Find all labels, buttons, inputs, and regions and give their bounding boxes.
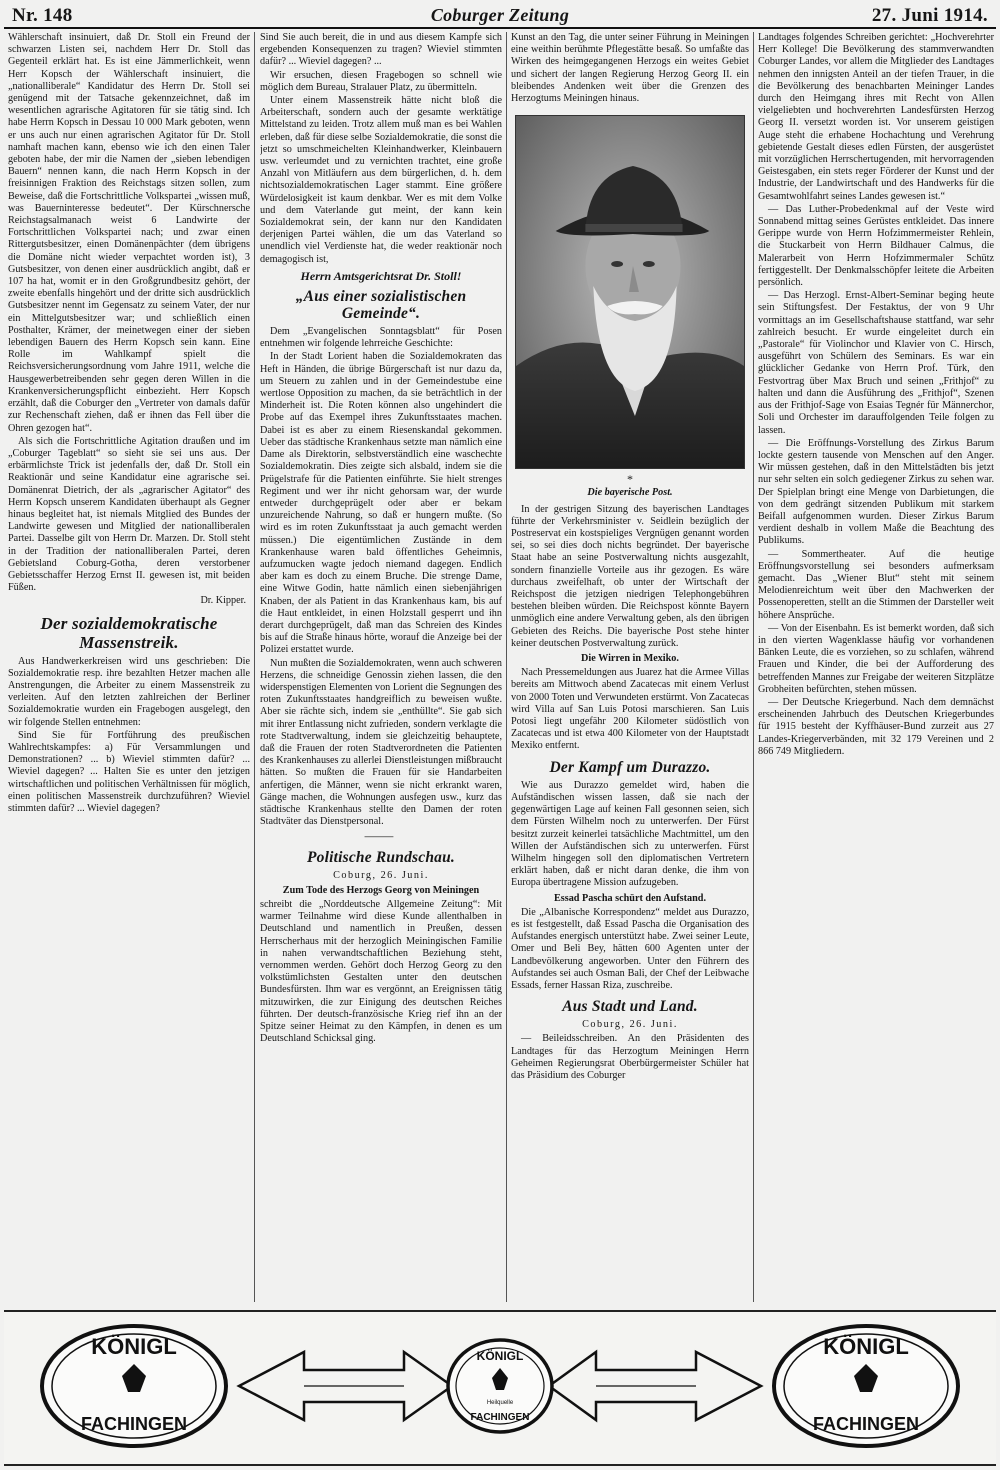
headline-durazzo: Der Kampf um Durazzo.: [549, 758, 711, 776]
ad-brand-line2: FACHINGEN: [470, 1412, 530, 1423]
article-paragraph: — Das Herzogl. Ernst-Albert-Seminar beging heute sein Stiftungsfest. Der Festaktus, der von 9 Uhr vormittags an im Gesellschaftshause stattfand, war sehr zahlreich besucht. Er wurde eingeleitet durch ein „Pastorale“ für Violinchor und Klavier von C. Hirsch, ausgeführt von Schülern des Seminars. Es war ein glücklicher Gedanke von Herrn Prof. Türk, den Festvortrag über Max Bruch und seinen „Frithjof“ zu halten und dann die Ausführung des „Frithjof“, Szenen aus der Frithjof-Sage von Esaias Tegnér für Männerchor, Soli und Orchester im darauffolgenden Teile folgen zu lassen.: [758, 290, 994, 436]
column-rule: [506, 32, 507, 1302]
article-paragraph: — Das Luther-Probedenkmal auf der Veste wird Sonnabend mittag seines Gerüstes entkleidet. Das innere Gerippe wurde von Herrn Hofzimmermeister Rehlein, die Stuckarbeit von Herrn Bildhauer Calmus, die Malerarbeit von Herrn Hofzimmermaler Schütz fertiggestellt. Der Denkmalsschöpfer leitete die Arbeiten persönlich.: [758, 203, 994, 289]
headline-sozialistische-gemeinde: „Aus einer sozialistischen Gemeinde“.: [295, 288, 467, 323]
column-rule: [753, 32, 754, 1302]
article-paragraph: In der gestrigen Sitzung des bayerischen Landtages führte der Verkehrsminister v. Seidlein bezüglich der Postreservat ein kostspieliges Vergnügen genannt worden sei, so sei dies doch nichts begründet. Der bayerische Staat habe an seine Postverwaltung nichts ausgezahlt, sondern finanzielle Vorteile aus ihr gezogen. Es wäre durchaus zweifelhaft, ob unter der Wirtschaft der Reichspost die jetzigen niedrigen Telephongebühren bestehen bleiben würden. Die Reichspost könnte Bayern unmöglich eine andere Verwaltung geben, als den übrigen Gebieten des Reichs. Die bayerische Post stehe hinter keiner deutschen Postverwaltung zurück.: [511, 503, 749, 649]
dateline: Coburg, 26. Juni.: [333, 869, 429, 881]
article-paragraph: Kunst an den Tag, die unter seiner Führung in Meiningen eine weithin berühmte Pflegestätte besaß. So umfaßte das Wirken des heimgegangenen Herzogs ein weites Gebiet und sichert der langen Regierung Herzog Georg II. ein bleibendes Andenken weit über die Grenzen des Herzogtums Meiningen hinaus.: [511, 32, 749, 105]
newspaper-title: Coburger Zeitung: [430, 5, 570, 25]
fachingen-seal-icon: [448, 1340, 552, 1432]
column-2: [260, 32, 502, 1304]
column-4: [758, 32, 994, 1304]
ad-brand-line1: KÖNIGL: [476, 1349, 524, 1363]
article-paragraph: — Von der Eisenbahn. Es ist bemerkt worden, daß sich in den vierten Wagenklasse häufig vor vorhandenen Bänken Leute, die es vorziehen, so zu schlafen, während Frauen und Kinder, die bei der Aufforderung des betreffenden Mannes zur Freigabe der weiteren Sitzplätze Grobheiten befürchten, stehen müssen.: [758, 622, 994, 695]
article-paragraph: Landtages folgendes Schreiben gerichtet: „Hochverehrter Herr Kollege! Die Bevölkerung des stammverwandten Coburger Landes, vor allem die Mitglieder des Landtages nehmen den innigsten Anteil an der tiefen Trauer, in die die Bevölkerung des benachbarten Meininger Landes durch den Heimgang ihres mit Recht von Allen vielgeliebten und hochverehrten Landesfürsten Herzog Georg II. versetzt worden ist. Vor unserem geistigen Auge steht die erhabene Hochachtung und Verehrung gebietende Gestalt dieses edlen Fürsten, der ausgerüstet mit vorzüglichen Herrschertugenden, mit hervorragenden Geistesgaben, ein stets reger Förderer der Kunst und der Industrie, der Landwirtschaft und des Handwerks für die Gesamtwohlfahrt seines Landes gewesen ist.“: [758, 32, 994, 202]
headline-massenstreik: Der sozialdemokratische Massenstreik.: [40, 613, 218, 652]
article-paragraph: — Die Eröffnungs-Vorstellung des Zirkus Barum lockte gestern tausende von Menschen auf den Anger. Wir müssen gestehen, daß in den Mittelstädten bis jetzt nur sehr selten ein solch gediegener Zirkus zu sehen war. Der Spielplan bringt eine Menge von Darbietungen, die von dem gedrängt sitzenden Publikum mit starkem Beifall aufgenommen wurden. Dieser Zirkus Barum verdient deshalb in vollem Maße die Beachtung des Publikums.: [758, 437, 994, 547]
article-paragraph: Unter einem Massenstreik hätte nicht bloß die Arbeiterschaft, sondern auch der gesamte werktätige Mittelstand zu leiden. Trotz allem muß man es bei Wahlen erleben, daß für diese selbe Sozialdemokratie, die sonst die jetzt so umschmeichelten Kleinhandwerker, Kleinbauern usw. verleumdet und zu vernichten trachtet, eine große Anzahl von Mitläufern aus dem bürgerlichen, d. h. dem nichtsozialdemokratischen Lager stammt. Eine größere Würdelosigkeit ist kaum denkbar. Wer es mit dem Volke und dem Vaterlande gut meint, der kann kein Sozialdemokrat sein, der kann nur den Kandidaten derjenigen Partei wählen, die um das Vaterland so unendlich viel Verdienste hat, die weder reaktionär noch demagogisch ist,: [260, 95, 502, 265]
fachingen-seal-icon: [774, 1326, 958, 1446]
subheading: Essad Pascha schürt den Aufstand.: [553, 892, 706, 904]
article-paragraph: — Beileidsschreiben. An den Präsidenten des Landtages für das Herzogtum Meiningen Herrn Geheimen Regierungsrat Oberbürgermeister Schüler hat das Präsidium des Coburger: [511, 1033, 749, 1081]
article-paragraph: In der Stadt Lorient haben die Sozialdemokraten das Heft in Händen, die übrige Bürgerschaft ist nur dazu da, um Steuern zu zahlen und in der Gemeindestube eine wertlose Opposition zu machen, da sie beträchtlich in der Minderheit ist. Die Roten können also ungehindert die Probe auf das Exempel ihres Zukunftsstaates machen. Dabei ist es aber zu einem Riesenskandal gekommen. Ueber das städtische Krankenhaus setzte man nämlich eine Dame als Direktorin, selbstverständlich eine waschechte Sozialdemokratin. Dies zeigte sich alsbald, indem sie die Prügelstrafe für die Patienten einführte. Sie hielt strenges Regiment und wer ihr nicht gehorsam war, der wurde entweder durchgeprügelt oder aber er bekam unzureichende Nahrung, so daß er hungern mußte. (So wird es im roten Zukunftsstaat ja auch gemacht werden müssen.) Die eigentümlichen Zustände in dem Krankenhause waren bald öffentliches Geheimnis, aufzumucken wagte jedoch niemand dagegen. Endlich aber kam es doch zu einem Bruche. Die strenge Dame, eine Witwe Godin, hatte nämlich einen siebenjährigen Knaben, der als Patient in das Krankenhaus kam, bis auf die Haut entkleidet, in einen Holzstall gesperrt und ihn derart durchgeprügelt, daß man das Schreien des Kindes bis auf die Straße hinaus hörte, worauf die Anzeige bei der Polizei erstattet wurde.: [260, 351, 502, 656]
author-signature: Dr. Kipper.: [200, 595, 246, 607]
column-1: [8, 32, 250, 1304]
dateline: Coburg, 26. Juni.: [582, 1019, 678, 1031]
advertisement-artwork: [4, 1312, 996, 1460]
article-paragraph: Sind Sie für Fortführung des preußischen Wahlrechtskampfes: a) Für Versammlungen und Demonstrationen? ... b) Wieviel stimmten dafür? ... Wieviel dagegen? ... Halten Sie es unter den jetzigen wirtschaftlichen und politischen Verhältnissen für möglich, einen politischen Massenstreik durchzuführen? Wieviel stimmten dafür? ... Wieviel dagegen?: [8, 729, 250, 814]
article-paragraph: Die „Albanische Korrespondenz“ meldet aus Durazzo, es ist festgestellt, daß Essad Pascha die Organisation des Aufstandes energisch unterstützt habe. Zwei seiner Leute, Omer und Beli Bey, hätten 600 Agenten unter der Landbevölkerung angeworben. Unter den Führern des Aufstandes sei auch Osman Bali, der Chef der Leibwache Essads, ferner Hassan Riza, zuschreibe.: [511, 906, 749, 991]
article-paragraph: — Sommertheater. Auf die heutige Eröffnungsvorstellung sei besonders aufmerksam gemacht. Das „Wiener Blut“ steht mit seinem Melodienreichtum weit über den Machwerken der Possenoperetten, stellt an die Stimmen der Darsteller weit höhere Ansprüche.: [758, 548, 994, 621]
ad-small-text: Heilquelle: [486, 1400, 514, 1406]
article-paragraph: Wir ersuchen, diesen Fragebogen so schnell wie möglich dem Bureau, Stralauer Platz, zu übermitteln.: [260, 69, 502, 93]
article-paragraph: Sind Sie auch bereit, die in und aus diesem Kampfe sich ergebenden Konsequenzen zu tragen? Wieviel stimmten dafür? ... Wieviel dagegen? ...: [260, 32, 502, 68]
article-paragraph: Wie aus Durazzo gemeldet wird, haben die Aufständischen wissen lassen, daß sie nach der gegenwärtigen Lage auf keinen Fall gesonnen seien, sich dem Fürsten Wilhelm noch zu unterwerfen. Der Fürst besitzt zurzeit keinerlei tatsächliche Machtmittel, um den Willen der Aufständischen sich zu unterwerfen. Fürst Wilhelm hingegen soll den diplomatischen Vertretern erklärt haben, daß er nicht daran denke, die ihm von Europa übertragene Mission aufzugeben.: [511, 779, 749, 889]
fachingen-seal-icon: [42, 1326, 226, 1446]
ad-brand-line2: FACHINGEN: [812, 1414, 920, 1434]
article-paragraph: Aus Handwerkerkreisen wird uns geschrieben: Die Sozialdemokratie resp. ihre bezahlten Hetzer machen alle Anstrengungen, die Arbeiter zu einem Massenstreik zu verleiten. Auf den letzten zahlreichen der Berliner Sozialdemokratie wurden ein Fragebogen ausgelegt, den wir folgende Stellen entnehmen:: [8, 655, 250, 728]
headline-politische-rundschau: Politische Rundschau.: [306, 848, 456, 866]
portrait-image: [516, 116, 744, 468]
column-rule: [254, 32, 255, 1302]
article-paragraph: Als sich die Fortschrittliche Agitation draußen und im „Coburger Tageblatt“ so sieht sie sei uns aus. Der erbärmlichste Trick ist jedenfalls der, daß Dr. Stoll ein Reaktionär und seine Kandidatur eine agrarische sei. Domänenrat Dietrich, der als „agrarischer Agitator“ des Herrn Kopsch unserem Kandidaten überhaupt als Gegner hinaus begleitet hat, ist niemals Mitglied des Bundes der Landwirte gewesen und Mitglied der nationalliberalen Partei. Dasselbe gilt von Herrn Dr. Marzen. Dr. Stoll steht in der Tradition der nationalliberalen Partei, deren Gebietsland Coburg-Gotha, deren verstorbener Gebietsschaffer Herzog Ernst II. gewesen ist, mit beiden Füßen.: [8, 435, 250, 594]
photo-caption: Die bayerische Post.: [587, 487, 673, 499]
masthead: [8, 2, 992, 28]
subheading: Zum Tode des Herzogs Georg von Meiningen: [282, 884, 480, 896]
article-paragraph: Dem „Evangelischen Sonntagsblatt“ für Posen entnehmen wir folgende lehrreiche Geschichte:: [260, 326, 502, 350]
article-paragraph: — Der Deutsche Kriegerbund. Nach dem demnächst erscheinenden Jahrbuch des Deutschen Kriegerbundes für 1915 besteht der Kyffhäuser-Bund zurzeit aus 27 Landes-Kriegerverbänden, mit 32 179 Vereinen und 2 866 749 Mitgliedern.: [758, 696, 994, 757]
candidate-line: Herrn Amtsgerichtsrat Dr. Stoll!: [300, 268, 462, 283]
ad-brand-line1: KÖNIGL: [823, 1334, 909, 1359]
issue-number: Nr. 148: [12, 5, 73, 26]
portrait-photo: [515, 115, 745, 469]
ad-brand-line2: FACHINGEN: [80, 1414, 188, 1434]
article-paragraph: Wählerschaft insinuiert, daß Dr. Stoll ein Freund der schwarzen Listen sei, nachdem Herr Dr. Stoll das Gegenteil erklärt hat. Es ist eine Jämmerlichkeit, wenn Herr Kopsch der Wählerschaft insinuiert, die „nationalliberale“ Kandidatur des Herrn Dr. Stoll sei genügend mit der Tatsache gekennzeichnet, daß im wesentlichen agrarische Agitatoren für sie tätig sind. Ich habe Herrn Kopsch in Dessau 10 000 Mark geboten, wenn er uns auch nur einen agrarischen Agitator für Dr. Stoll namhaft machen kann, ebenso wie ich den einen Taler geboten habe, der mir die Namen der „sieben lebendigen Bauern“ nennen kann, die nach Herrn Kopsch in der freisinnigen Fraktion des Reichstags sitzen sollen, zum Beweise, daß die Fortschrittliche Volkspartei „wissen muß, was Bauerninteresse bedeutet“. Der Kürschnersche Reichstagsalmanach weist 6 Landwirte der Fortschrittlichen Volkspartei nach; und zwar einen Rittergutsbesitzer, einen Domänenpächter (dem übrigens die Domäne nicht wieder verpachtet worden ist), 3 Gutsbesitzer, von denen einer ausdrücklich angibt, daß er 107 ha hat, womit er in den Großgrundbesitz gehört, der zweite ebenfalls hingehört und der dritte sich ausdrücklich Gutsbesitzer nennt im Gegensatz zu seinem Vater, der nur ein Mittelgutsbesitzer war; und schließlich einen Posthalter, Krämer, der meinetwegen einer der sieben lebendigen Bauern des Herrn Kopsch sein kann. Eine Rolle im Wahlkampf spielt die Reichsversicherungsordnung vom Jahre 1911, welche die Hausgewerbetreibenden sehr gegen deren Willen in die Krankenversicherungspflicht einbezieht. Herr Kopsch erzählt, daß die Coburger den „Vertreter von damals dafür zur Rechenschaft ziehen, daß er ihnen das Fell über die Ohren gezogen hat“.: [8, 32, 250, 434]
article-paragraph: Nun mußten die Sozialdemokraten, wenn auch schweren Herzens, die schneidige Genossin ziehen lassen, die den widerspenstigen Elementen von Lorient die Segnungen des roten Zukunftsstaates handgreiflich zu beweisen wußte. Aber sie rächte sich, indem sie „enthüllte“. Sie gab sich mit ihrer Entlassung nicht zufrieden, sondern verklagte die rote Stadtverwaltung, indem sie gleichzeitig behauptete, daß die Frauen der roten Stadtverordneten die Patienten des Krankenhauses zu allerlei Dienstleistungen mißbraucht hätten. So mußten die Frauen für sie Handarbeiten anfertigen, die Männer, wenn sie nicht erkrankt waren, Gänge machen, die Wohnungen ausfegen usw., kurz das städtische Krankenhaus stellte den Damen der roten Stadtväter das Dienstpersonal.: [260, 657, 502, 828]
column-3: [511, 32, 749, 1304]
ad-brand-line1: KÖNIGL: [91, 1334, 177, 1359]
article-paragraph: schreibt die „Norddeutsche Allgemeine Zeitung“: Mit warmer Teilnahme wird diese Kunde allenthalben in Deutschland und namentlich in Preußen, dessen Herrscherhaus mit der herzoglich Meiningischen Familie in nahen verwandtschaftlichen Beziehung steht, vernommen werden. Gehört doch Herzog Georg zu den volkstümlichsten Gestalten unter den deutschen Bundesfürsten. Ihm war es vergönnt, an Ereignissen tätig mitzuwirken, die zur Einigung des deutschen Reiches führten. Der deutsch-französische Krieg rief ihn an der Spitze seiner Heimat zu den Kämpfen, in denen es um Deutschland Schicksal ging.: [260, 899, 502, 1045]
star-ornament: *: [627, 472, 633, 487]
issue-date: 27. Juni 1914.: [871, 5, 988, 26]
subheading: Die Wirren in Mexiko.: [581, 653, 679, 665]
headline-stadt-und-land: Aus Stadt und Land.: [562, 998, 698, 1016]
section-ornament: ⸻: [364, 829, 398, 844]
masthead-rule: [4, 27, 996, 29]
article-paragraph: Nach Pressemeldungen aus Juarez hat die Armee Villas bereits am Mittwoch abend Zacatecas mit einem Verlust von 2000 Toten und Verwundeten erstürmt. Von Zacatecas wird Villa auf San Luis Potosi marschieren. San Luis Potosi liegt ungefähr 200 Kilometer südöstlich von Zacatecas und ist etwa 400 Kilometer von der Hauptstadt Mexiko entfernt.: [511, 667, 749, 752]
advertisement-fachingen: [4, 1310, 996, 1466]
